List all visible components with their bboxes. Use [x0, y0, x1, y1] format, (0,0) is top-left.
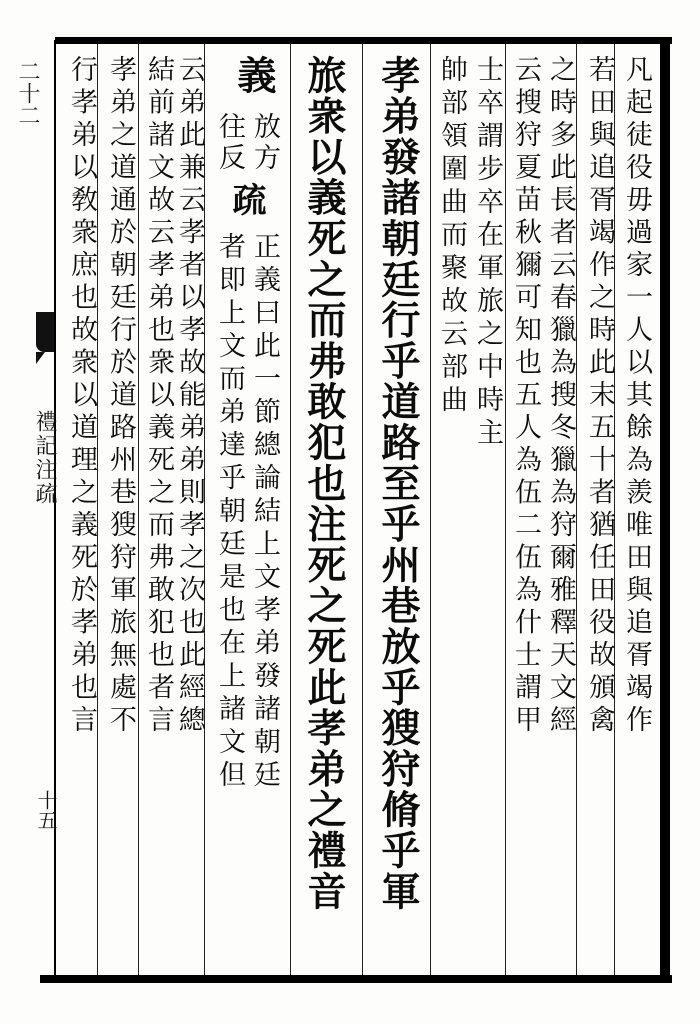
commentary-column: 結前諸文故云孝弟也衆以義死之而弗敢犯也者言	[143, 55, 174, 738]
fishtail-mark-icon	[36, 312, 54, 352]
commentary-column: 帥部領圍曲而聚故云部曲	[436, 55, 467, 418]
folio-number: 十五	[34, 790, 58, 830]
frame-right-border	[660, 37, 670, 983]
frame-bottom-border	[40, 975, 672, 983]
commentary-column: 者即上文而弟達乎朝廷是也在上諸文但	[214, 232, 245, 793]
main-text-column: 孝弟發諸朝廷行乎道路至乎州巷放乎獀狩脩乎軍	[375, 55, 421, 912]
column-divider	[290, 44, 291, 975]
commentary-marker-shu: 疏	[226, 182, 266, 216]
commentary-column: 行孝弟以敎衆庶也故衆以道理之義死於孝弟也言	[66, 55, 97, 738]
main-text-column: 義	[231, 55, 277, 96]
main-text-column: 旅衆以義死之而弗敢犯也注死之死此孝弟之禮音	[301, 55, 347, 912]
commentary-column: 云弟此兼云孝者以孝故能弟弟則孝之次也此經總	[174, 55, 205, 738]
commentary-column: 士卒謂步卒在軍旅之中時主	[472, 55, 503, 451]
commentary-column: 之時多此長者云春獵為搜冬獵為狩爾雅釋天文經	[545, 55, 576, 738]
commentary-column: 云搜狩夏苗秋獮可知也五人為伍二伍為什士謂甲	[510, 55, 541, 738]
commentary-column: 若田與追胥竭作之時此末五十者猶任田役故頒禽	[584, 55, 615, 738]
commentary-column: 正義曰此一節總論結上文孝弟發諸朝廷	[249, 232, 280, 793]
book-title: 禮記注疏	[32, 410, 57, 506]
margin-volume-mark: 二十二	[15, 60, 40, 126]
sound-gloss: 放方	[249, 112, 280, 174]
commentary-column: 凡起徒役毋過家一人以其餘為羨唯田與追胥竭作	[621, 55, 652, 738]
frame-top-border	[55, 37, 672, 44]
column-divider	[430, 44, 431, 975]
column-divider	[362, 44, 363, 975]
frame-left-border	[54, 40, 56, 977]
sound-gloss: 往反	[214, 112, 245, 174]
commentary-column: 孝弟之道通於朝廷行於道路州巷獀狩軍旅無處不	[105, 55, 136, 738]
